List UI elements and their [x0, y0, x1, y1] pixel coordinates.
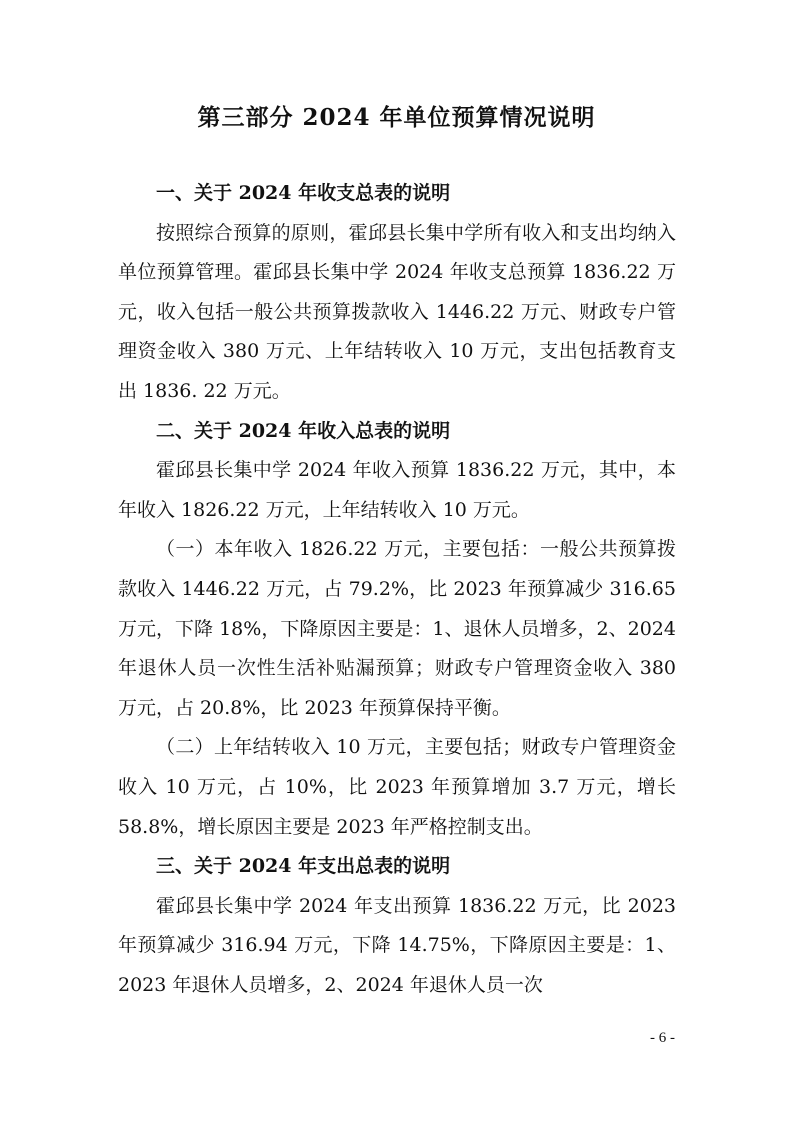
section-2-paragraph-1: 霍邱县长集中学 2024 年收入预算 1836.22 万元，其中，本年收入 1826.22 万元，上年结转收入 10 万元。 — [118, 459, 676, 521]
section-2-paragraph-3: （二）上年结转收入 10 万元，主要包括；财政专户管理资金收入 10 万元，占 10%，比 2023 年预算增加 3.7 万元，增长 58.8%，增长原因主要是 2023 年严格控制支出。 — [118, 736, 676, 838]
document-body — [118, 174, 676, 1005]
section-heading-2: 二、关于 2024 年收入总表的说明 — [156, 419, 451, 442]
page-number: - 6 - — [650, 1030, 675, 1046]
page-title: 第三部分 2024 年单位预算情况说明 — [197, 104, 596, 131]
section-heading-3: 三、关于 2024 年支出总表的说明 — [156, 855, 451, 878]
section-1-paragraph-1: 按照综合预算的原则，霍邱县长集中学所有收入和支出均纳入单位预算管理。霍邱县长集中学 2024 年收支总预算 1836.22 万元，收入包括一般公共预算拨款收入 1446.22 万元、财政专户管理资金收入 380 万元、上年结转收入 10 万元，支出包括教育支出 1836. 22 万元。 — [118, 221, 676, 402]
section-heading-1: 一、关于 2024 年收支总表的说明 — [156, 182, 451, 204]
section-2-paragraph-2: （一）本年收入 1826.22 万元，主要包括：一般公共预算拨款收入 1446.22 万元，占 79.2%，比 2023 年预算减少 316.65 万元，下降 18%，下降原因主要是：1、退休人员增多，2、2024 年退休人员一次性生活补贴漏预算；财政专户管理资金收入 380 万元，占 20.8%，比 2023 年预算保持平衡。 — [118, 538, 676, 719]
section-3-paragraph-1: 霍邱县长集中学 2024 年支出预算 1836.22 万元，比 2023 年预算减少 316.94 万元，下降 14.75%，下降原因主要是：1、2023 年退休人员增多，2、2024 年退休人员一次 — [118, 894, 676, 996]
